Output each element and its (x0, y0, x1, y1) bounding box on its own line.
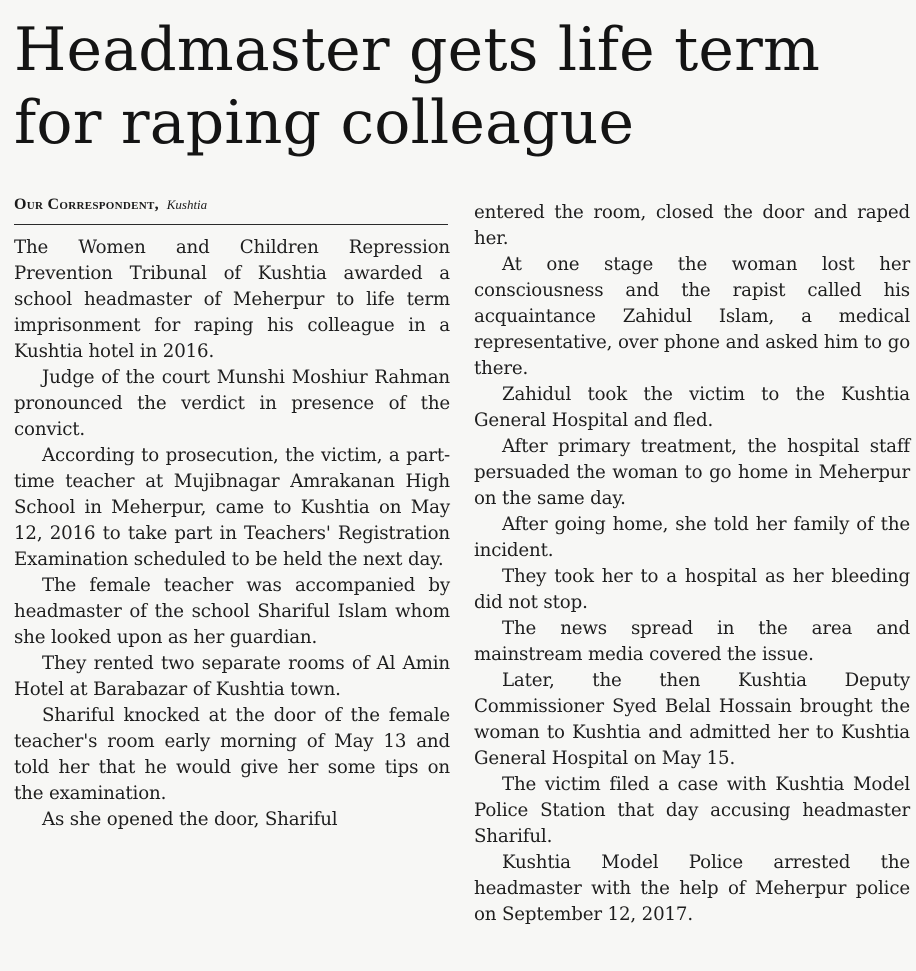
right-column (474, 200, 910, 928)
paragraph: The news spread in the area and mainstream media covered the issue. (474, 618, 910, 665)
paragraph: They took her to a hospital as her bleeding did not stop. (474, 566, 910, 613)
paragraph: The Women and Children Repression Prevention Tribunal of Kushtia awarded a school headmaster of Meherpur to life term imprisonment for raping his colleague in a Kushtia hotel in 2016. (14, 237, 450, 362)
paragraph: According to prosecution, the victim, a part-time teacher at Mujibnagar Amrakanan High School in Meherpur, came to Kushtia on May 12, 2016 to take part in Teachers' Registration Examination scheduled to be held the next day. (14, 445, 450, 570)
paragraph: After primary treatment, the hospital staff persuaded the woman to go home in Meherpur on the same day. (474, 436, 910, 509)
paragraph: Shariful knocked at the door of the female teacher's room early morning of May 13 and told her that he would give her some tips on the examination. (14, 705, 450, 804)
paragraph: entered the room, closed the door and raped her. (474, 202, 910, 249)
paragraph: Zahidul took the victim to the Kushtia General Hospital and fled. (474, 384, 910, 431)
byline-rule (14, 224, 448, 225)
byline-location: Kushtia (166, 197, 208, 212)
paragraph: The victim filed a case with Kushtia Model Police Station that day accusing headmaster Shariful. (474, 774, 910, 847)
left-column (14, 235, 450, 833)
paragraph: As she opened the door, Shariful (42, 809, 338, 830)
paragraph: Judge of the court Munshi Moshiur Rahman pronounced the verdict in presence of the convict. (14, 367, 450, 440)
paragraph: After going home, she told her family of the incident. (474, 514, 910, 561)
paragraph: They rented two separate rooms of Al Amin Hotel at Barabazar of Kushtia town. (14, 653, 450, 700)
byline (14, 196, 207, 214)
paragraph: At one stage the woman lost her consciousness and the rapist called his acquaintance Zahidul Islam, a medical representative, over phone and asked him to go there. (474, 254, 910, 379)
paragraph: Kushtia Model Police arrested the headmaster with the help of Meherpur police on September 12, 2017. (474, 852, 910, 925)
byline-correspondent: Our Correspondent, (14, 196, 159, 213)
paragraph: Later, the then Kushtia Deputy Commissioner Syed Belal Hossain brought the woman to Kushtia and admitted her to Kushtia General Hospital on May 15. (474, 670, 910, 769)
paragraph: The female teacher was accompanied by headmaster of the school Shariful Islam whom she looked upon as her guardian. (14, 575, 450, 648)
headline: Headmaster gets life term for raping colleague (14, 15, 821, 158)
